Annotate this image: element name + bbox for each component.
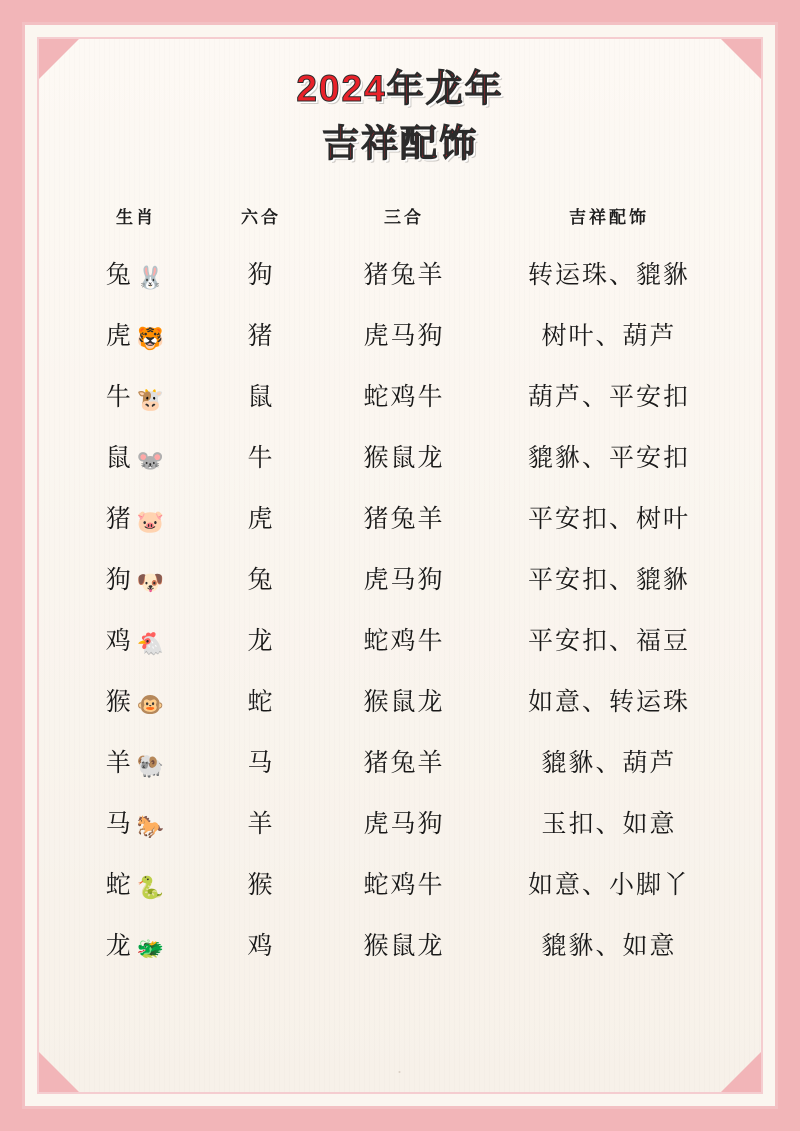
- cell-zodiac: [70, 547, 202, 608]
- zodiac-name: 狗: [105, 565, 132, 594]
- cell-accessory: 如意、小脚丫: [527, 870, 690, 899]
- zodiac-table: [70, 203, 730, 974]
- zodiac-name: 马: [105, 809, 132, 838]
- cell-sanhe: 猪兔羊: [363, 260, 445, 289]
- cell-sanhe: 猪兔羊: [363, 504, 445, 533]
- poster-inner-frame: [22, 22, 778, 1109]
- cell-zodiac: [70, 303, 202, 364]
- cell-accessory: 平安扣、福豆: [527, 626, 690, 655]
- cell-zodiac: [70, 425, 202, 486]
- ox-icon: 🐮: [136, 386, 167, 412]
- zodiac-name: 蛇: [105, 870, 132, 899]
- cell-liuhe: 狗: [247, 260, 275, 289]
- table-row: [70, 242, 730, 303]
- monkey-icon: 🐵: [136, 691, 167, 717]
- cell-zodiac: [70, 730, 202, 791]
- cell-sanhe: 虎马狗: [363, 565, 445, 594]
- rooster-icon: 🐔: [136, 630, 167, 656]
- cell-sanhe: 蛇鸡牛: [363, 382, 445, 411]
- cell-zodiac: [70, 364, 202, 425]
- rat-icon: 🐭: [136, 447, 167, 473]
- cell-zodiac: [70, 486, 202, 547]
- cell-liuhe: 牛: [247, 443, 275, 472]
- table-row: [70, 791, 730, 852]
- zodiac-name: 猴: [105, 687, 132, 716]
- horse-icon: 🐎: [136, 813, 167, 839]
- cell-zodiac: [70, 242, 202, 303]
- cell-accessory: 貔貅、葫芦: [541, 748, 677, 777]
- cell-accessory: 葫芦、平安扣: [527, 382, 690, 411]
- cell-sanhe: 猴鼠龙: [363, 443, 445, 472]
- cell-accessory: 平安扣、貔貅: [527, 565, 690, 594]
- goat-icon: 🐏: [136, 752, 167, 778]
- column-header-sanhe: 三合: [384, 207, 424, 227]
- zodiac-name: 鼠: [105, 443, 132, 472]
- cell-accessory: 如意、转运珠: [527, 687, 690, 716]
- zodiac-name: 羊: [105, 748, 132, 777]
- zodiac-name: 牛: [105, 382, 132, 411]
- dragon-icon: 🐲: [136, 935, 167, 961]
- cell-liuhe: 鸡: [247, 931, 275, 960]
- cell-liuhe: 蛇: [247, 687, 275, 716]
- table-header-row: [70, 203, 730, 242]
- rabbit-icon: 🐰: [136, 264, 167, 290]
- table-row: [70, 425, 730, 486]
- cell-zodiac: [70, 791, 202, 852]
- zodiac-name: 猪: [105, 504, 132, 533]
- cell-liuhe: 猪: [247, 321, 275, 350]
- zodiac-name: 鸡: [105, 626, 132, 655]
- cell-sanhe: 蛇鸡牛: [363, 870, 445, 899]
- cell-zodiac: [70, 913, 202, 974]
- column-header-liuhe: 六合: [241, 207, 281, 227]
- table-row: [70, 608, 730, 669]
- zodiac-name: 龙: [105, 931, 132, 960]
- cell-liuhe: 猴: [247, 870, 275, 899]
- snake-icon: 🐍: [136, 874, 167, 900]
- page-title: [39, 39, 761, 169]
- table-row: [70, 547, 730, 608]
- cell-sanhe: 蛇鸡牛: [363, 626, 445, 655]
- cell-liuhe: 虎: [247, 504, 275, 533]
- title-line-secondary: 吉祥配饰: [322, 122, 478, 164]
- cell-liuhe: 兔: [247, 565, 275, 594]
- cell-accessory: 貔貅、如意: [541, 931, 677, 960]
- table-row: [70, 364, 730, 425]
- cell-accessory: 玉扣、如意: [541, 809, 677, 838]
- tiger-icon: 🐯: [136, 325, 167, 351]
- cell-liuhe: 马: [247, 748, 275, 777]
- cell-liuhe: 龙: [247, 626, 275, 655]
- table-row: [70, 730, 730, 791]
- zodiac-name: 虎: [105, 321, 132, 350]
- title-line-primary: 2024年龙年: [296, 68, 504, 109]
- table-row: [70, 486, 730, 547]
- cell-accessory: 貔貅、平安扣: [527, 443, 690, 472]
- cell-zodiac: [70, 608, 202, 669]
- cell-accessory: 树叶、葫芦: [541, 321, 677, 350]
- cell-sanhe: 猪兔羊: [363, 748, 445, 777]
- watermark: ・: [394, 1067, 406, 1079]
- cell-liuhe: 羊: [247, 809, 275, 838]
- table-row: [70, 913, 730, 974]
- pig-icon: 🐷: [136, 508, 167, 534]
- cell-zodiac: [70, 669, 202, 730]
- cell-sanhe: 虎马狗: [363, 809, 445, 838]
- cell-liuhe: 鼠: [247, 382, 275, 411]
- table-row: [70, 669, 730, 730]
- table-row: [70, 852, 730, 913]
- column-header-accessory: 吉祥配饰: [569, 207, 649, 227]
- table-row: [70, 303, 730, 364]
- poster-paper: [37, 37, 763, 1094]
- cell-zodiac: [70, 852, 202, 913]
- cell-sanhe: 虎马狗: [363, 321, 445, 350]
- column-header-zodiac: 生肖: [116, 207, 156, 227]
- cell-accessory: 平安扣、树叶: [527, 504, 690, 533]
- cell-sanhe: 猴鼠龙: [363, 687, 445, 716]
- zodiac-name: 兔: [105, 260, 132, 289]
- cell-accessory: 转运珠、貔貅: [527, 260, 690, 289]
- dog-icon: 🐶: [136, 569, 167, 595]
- cell-sanhe: 猴鼠龙: [363, 931, 445, 960]
